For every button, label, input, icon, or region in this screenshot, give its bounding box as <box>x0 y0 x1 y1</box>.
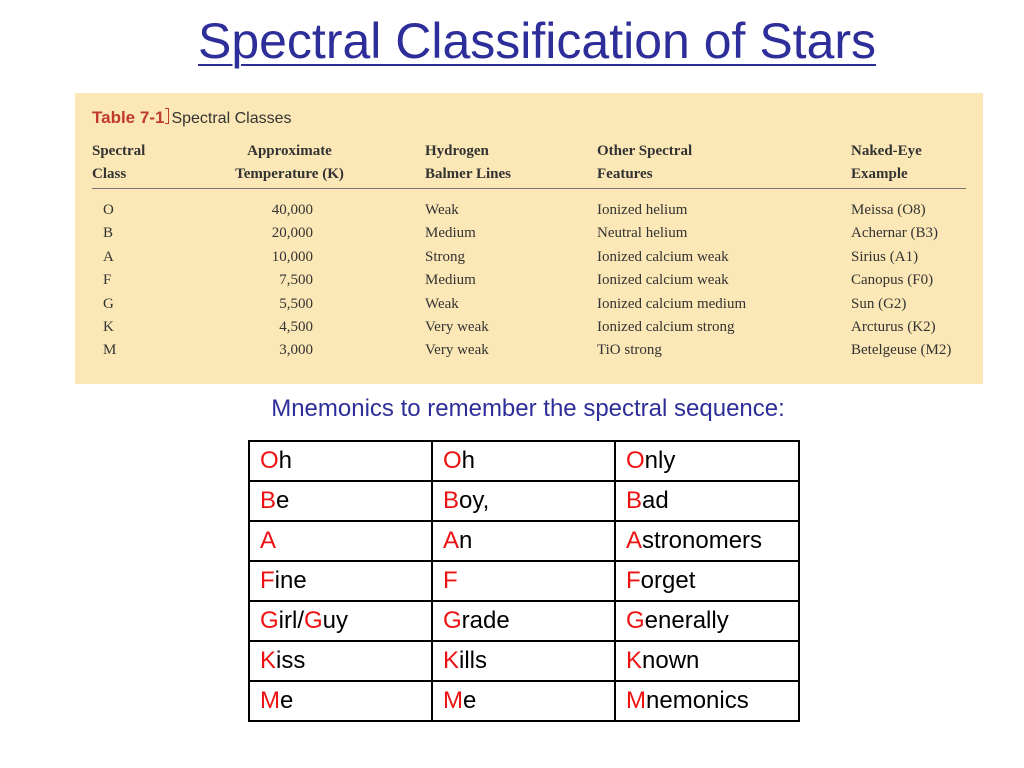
features-cell: TiO strong <box>597 342 662 359</box>
mnemonic-rest: h <box>278 447 293 474</box>
mnemonic-rest: enerally <box>644 607 729 634</box>
balmer-cell: Very weak <box>425 319 489 335</box>
mnemonic-rest: ills <box>459 647 488 674</box>
mnemonic-rest: nemonics <box>646 687 749 714</box>
balmer-cell: Weak <box>425 295 459 312</box>
header-other-features: Other Spectral Features <box>597 143 693 182</box>
mnemonic-row <box>249 481 799 521</box>
mnemonic-rest: irl/ <box>278 607 304 634</box>
example-cell: Sirius (A1) <box>851 248 919 265</box>
mnemonic-rest: e <box>463 687 477 714</box>
mnemonic-rest: orget <box>640 567 696 594</box>
mnemonic-initial: K <box>260 647 277 674</box>
table-row <box>75 249 983 272</box>
mnemonic-row <box>249 681 799 721</box>
mnemonic-initial: M <box>443 687 463 714</box>
mnemonic-word <box>249 641 432 681</box>
features-cell: Neutral helium <box>597 225 688 242</box>
mnemonic-word <box>249 601 432 641</box>
mnemonic-word <box>615 641 799 681</box>
mnemonic-rest: oy, <box>459 487 490 514</box>
mnemonic-rest: e <box>276 487 290 514</box>
temperature-cell: 5,500 <box>279 295 313 312</box>
mnemonic-initial: F <box>626 567 641 594</box>
class-cell: A <box>103 248 114 265</box>
mnemonic-word <box>249 521 432 561</box>
mnemonic-initial: G <box>626 607 645 634</box>
mnemonic-rest: nown <box>642 647 700 674</box>
features-cell: Ionized calcium strong <box>597 319 735 335</box>
mnemonic-word <box>249 481 432 521</box>
slide-title: Spectral Classification of Stars <box>197 13 877 69</box>
example-cell: Arcturus (K2) <box>851 319 936 335</box>
mnemonic-word <box>432 601 615 641</box>
header-temperature: Approximate Temperature (K) <box>235 143 344 182</box>
mnemonic-initial: B <box>626 487 643 514</box>
table-row <box>75 202 983 225</box>
mnemonic-initial: K <box>626 647 643 674</box>
mnemonic-word <box>432 681 615 721</box>
mnemonic-initial: M <box>626 687 646 714</box>
features-cell: Ionized calcium weak <box>597 248 729 265</box>
mnemonic-word <box>432 561 615 601</box>
mnemonic-word <box>615 521 799 561</box>
features-cell: Ionized calcium weak <box>597 272 729 289</box>
mnemonic-word <box>615 681 799 721</box>
mnemonic-rest: e <box>280 687 294 714</box>
mnemonic-rest: uy <box>322 607 349 634</box>
temperature-cell: 40,000 <box>271 202 313 218</box>
mnemonic-row <box>249 521 799 561</box>
header-balmer-lines: Hydrogen Balmer Lines <box>425 143 511 182</box>
table-caption-number: Table 7-1 <box>92 108 165 127</box>
mnemonic-rest: nly <box>644 447 676 474</box>
table-row <box>75 296 983 319</box>
mnemonic-word <box>432 641 615 681</box>
mnemonic-rest: ine <box>274 567 307 594</box>
mnemonic-word <box>432 481 615 521</box>
balmer-cell: Very weak <box>425 342 489 359</box>
example-cell: Achernar (B3) <box>851 225 939 242</box>
example-cell: Betelgeuse (M2) <box>851 342 952 359</box>
temperature-cell: 10,000 <box>271 248 313 265</box>
mnemonics-heading: Mnemonics to remember the spectral sequence: <box>271 395 785 422</box>
table-caption-text: Spectral Classes <box>171 110 292 127</box>
mnemonic-row <box>249 641 799 681</box>
mnemonic-initial: O <box>626 447 645 474</box>
table-row <box>75 225 983 248</box>
mnemonics-table <box>248 440 800 722</box>
mnemonic-rest: rade <box>461 607 510 634</box>
temperature-cell: 3,000 <box>279 342 313 359</box>
mnemonic-initial: A <box>260 527 277 554</box>
mnemonic-initial: M <box>260 687 280 714</box>
mnemonic-word <box>615 441 799 481</box>
mnemonic-initial: O <box>443 447 462 474</box>
mnemonic-initial: B <box>260 487 277 514</box>
class-cell: O <box>103 202 114 218</box>
mnemonic-word <box>249 561 432 601</box>
table-row <box>75 319 983 342</box>
mnemonic-word <box>249 441 432 481</box>
temperature-cell: 7,500 <box>279 272 313 289</box>
class-cell: M <box>103 342 117 359</box>
mnemonic-word <box>615 481 799 521</box>
mnemonic-word <box>432 521 615 561</box>
header-divider <box>92 188 966 189</box>
header-naked-eye-example: Naked-Eye Example <box>851 143 922 182</box>
mnemonic-word <box>249 681 432 721</box>
mnemonic-initial: O <box>260 447 279 474</box>
table-caption <box>92 108 291 128</box>
mnemonic-row <box>249 601 799 641</box>
example-cell: Sun (G2) <box>851 295 907 312</box>
table-row <box>75 272 983 295</box>
mnemonic-initial: G <box>304 607 323 634</box>
example-cell: Meissa (O8) <box>851 202 926 218</box>
table-row <box>75 342 983 365</box>
balmer-cell: Medium <box>425 272 476 289</box>
mnemonic-initial: F <box>260 567 275 594</box>
mnemonic-initial: G <box>443 607 462 634</box>
mnemonic-row <box>249 561 799 601</box>
mnemonic-word <box>615 601 799 641</box>
mnemonic-rest: stronomers <box>642 527 763 554</box>
class-cell: G <box>103 295 114 312</box>
features-cell: Ionized calcium medium <box>597 295 747 312</box>
class-cell: B <box>103 225 114 242</box>
example-cell: Canopus (F0) <box>851 272 934 289</box>
mnemonic-word <box>615 561 799 601</box>
class-cell: F <box>103 272 112 289</box>
temperature-cell: 20,000 <box>271 225 313 242</box>
spectral-classes-table <box>75 93 983 384</box>
mnemonic-initial: B <box>443 487 460 514</box>
mnemonic-rest: iss <box>276 647 306 674</box>
mnemonic-initial: A <box>443 527 460 554</box>
mnemonic-word <box>432 441 615 481</box>
mnemonic-initial: F <box>443 567 458 594</box>
class-cell: K <box>103 319 114 335</box>
mnemonic-initial: K <box>443 647 460 674</box>
balmer-cell: Strong <box>425 248 466 265</box>
caption-separator-icon <box>165 108 169 124</box>
mnemonic-initial: A <box>626 527 643 554</box>
balmer-cell: Medium <box>425 225 476 242</box>
mnemonic-rest: h <box>461 447 476 474</box>
balmer-cell: Weak <box>425 202 459 218</box>
temperature-cell: 4,500 <box>279 319 313 335</box>
mnemonic-row <box>249 441 799 481</box>
mnemonic-initial: G <box>260 607 279 634</box>
mnemonic-rest: ad <box>642 487 669 514</box>
features-cell: Ionized helium <box>597 202 688 218</box>
header-spectral-class: Spectral Class <box>92 143 146 182</box>
mnemonic-rest: n <box>459 527 473 554</box>
